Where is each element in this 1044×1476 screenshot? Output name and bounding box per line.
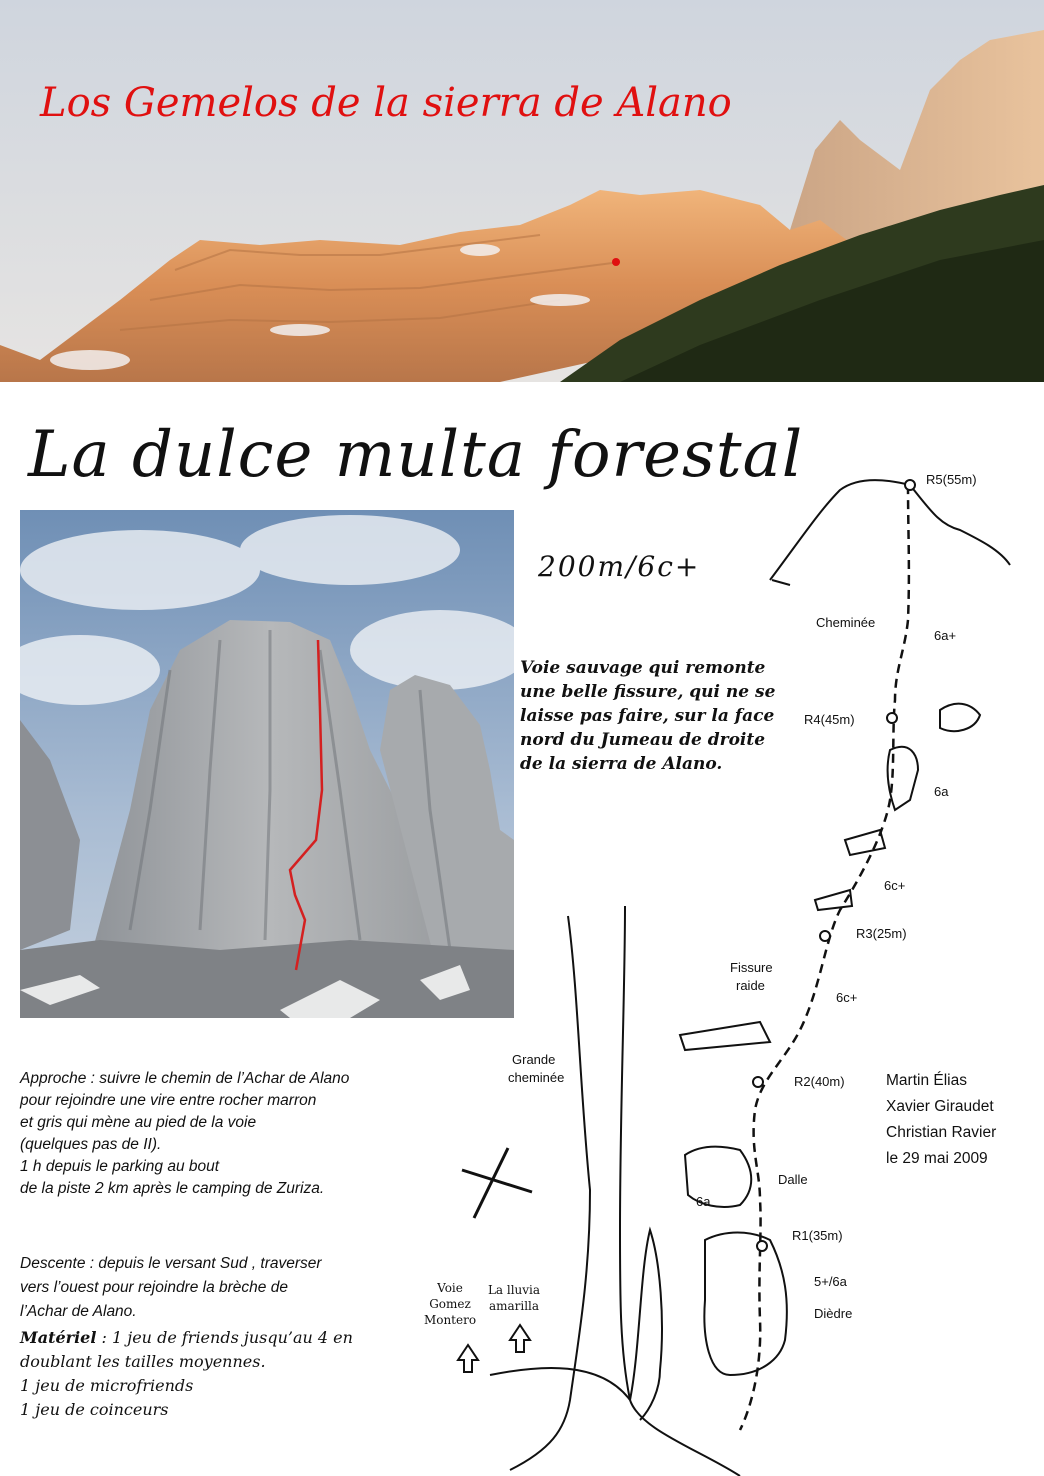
compass-icon xyxy=(462,1148,532,1218)
other-route-gomez-montero: Voie Gomez Montero xyxy=(423,1281,477,1327)
route-grade: 200m/6c+ xyxy=(538,550,701,583)
belay-r1-icon xyxy=(757,1241,767,1251)
belay-r3-label: R3(25m) xyxy=(856,926,907,941)
author-name: Christian Ravier xyxy=(886,1124,997,1141)
equipment-label: Matériel xyxy=(20,1328,97,1347)
descent-line: Descente : depuis le versant Sud , traverser xyxy=(20,1255,322,1272)
route-title: La dulce multa forestal xyxy=(28,418,804,492)
descent-line: l’Achar de Alano. xyxy=(20,1303,137,1320)
description-line: Voie sauvage qui remonte xyxy=(520,658,766,678)
belay-r5-icon xyxy=(905,480,915,490)
feature-label: Cheminée xyxy=(816,615,876,630)
feature-label: Dièdre xyxy=(814,1306,853,1321)
other-route-lluvia-amarilla: La lluvia amarilla xyxy=(487,1283,541,1313)
description-line: de la sierra de Alano. xyxy=(520,754,723,774)
belay-r3-icon xyxy=(820,931,830,941)
banner-title: Los Gemelos de la sierra de Alano xyxy=(40,80,732,126)
approach-line: et gris qui mène au pied de la voie xyxy=(20,1114,257,1131)
pitch-grade: 6a+ xyxy=(934,628,957,643)
pitch-grade: 6c+ xyxy=(836,990,858,1005)
equipment-line: : 1 jeu de friends jusqu’au 4 en xyxy=(96,1328,353,1347)
equipment-line: 1 jeu de microfriends xyxy=(20,1376,194,1395)
descent-text xyxy=(20,1252,440,1324)
arrow-up-icon xyxy=(510,1325,530,1352)
approach-line: 1 h depuis le parking au bout xyxy=(20,1158,220,1175)
approach-line: de la piste 2 km après le camping de Zuriza. xyxy=(20,1180,325,1197)
grande-cheminee-wall xyxy=(510,916,590,1470)
belay-r2-icon xyxy=(753,1077,763,1087)
belay-r4-icon xyxy=(887,713,897,723)
approach-line: Approche : suivre le chemin de l’Achar de Alano xyxy=(20,1070,350,1087)
belay-r5-label: R5(55m) xyxy=(926,472,977,487)
equipment-line: doublant les tailles moyennes. xyxy=(20,1352,266,1371)
equipment-text xyxy=(20,1326,460,1422)
feature-label: raide xyxy=(736,978,765,993)
arrow-up-icon xyxy=(458,1345,478,1372)
feature-label: Grande xyxy=(512,1052,556,1067)
belay-r4-label: R4(45m) xyxy=(804,712,855,727)
description-line: une belle fissure, qui ne se xyxy=(520,682,776,702)
equipment-line: 1 jeu de coinceurs xyxy=(20,1400,169,1419)
feature-label: Fissure xyxy=(730,960,773,975)
pitch-grade: 5+/6a xyxy=(814,1274,847,1289)
approach-line: pour rejoindre une vire entre rocher marron xyxy=(20,1092,317,1109)
approach-line: (quelques pas de II). xyxy=(20,1136,162,1153)
approach-text xyxy=(20,1068,440,1200)
belay-r2-label: R2(40m) xyxy=(794,1074,845,1089)
pitch-grade: 6c+ xyxy=(884,878,906,893)
descent-line: vers l’ouest pour rejoindre la brèche de xyxy=(20,1279,288,1296)
route-topo xyxy=(423,470,1044,1476)
author-name: Xavier Giraudet xyxy=(886,1098,994,1115)
pillar-outline xyxy=(704,1233,786,1376)
feature-label: cheminée xyxy=(508,1070,565,1085)
belay-r1-label: R1(35m) xyxy=(792,1228,843,1243)
banner-photo xyxy=(0,0,1044,382)
pitch-grade: 6a xyxy=(696,1194,711,1209)
first-ascent-credits xyxy=(886,1068,996,1172)
feature-label: Dalle xyxy=(778,1172,808,1187)
description-line: nord du Jumeau de droite xyxy=(520,730,766,750)
mountain-panorama-image xyxy=(0,0,1044,382)
pitch-grade: 6a xyxy=(934,784,949,799)
author-name: Martin Élias xyxy=(886,1072,967,1089)
description-line: laisse pas faire, sur la face xyxy=(520,706,775,726)
summit-outline xyxy=(770,480,1010,580)
ascent-date: le 29 mai 2009 xyxy=(886,1150,988,1167)
